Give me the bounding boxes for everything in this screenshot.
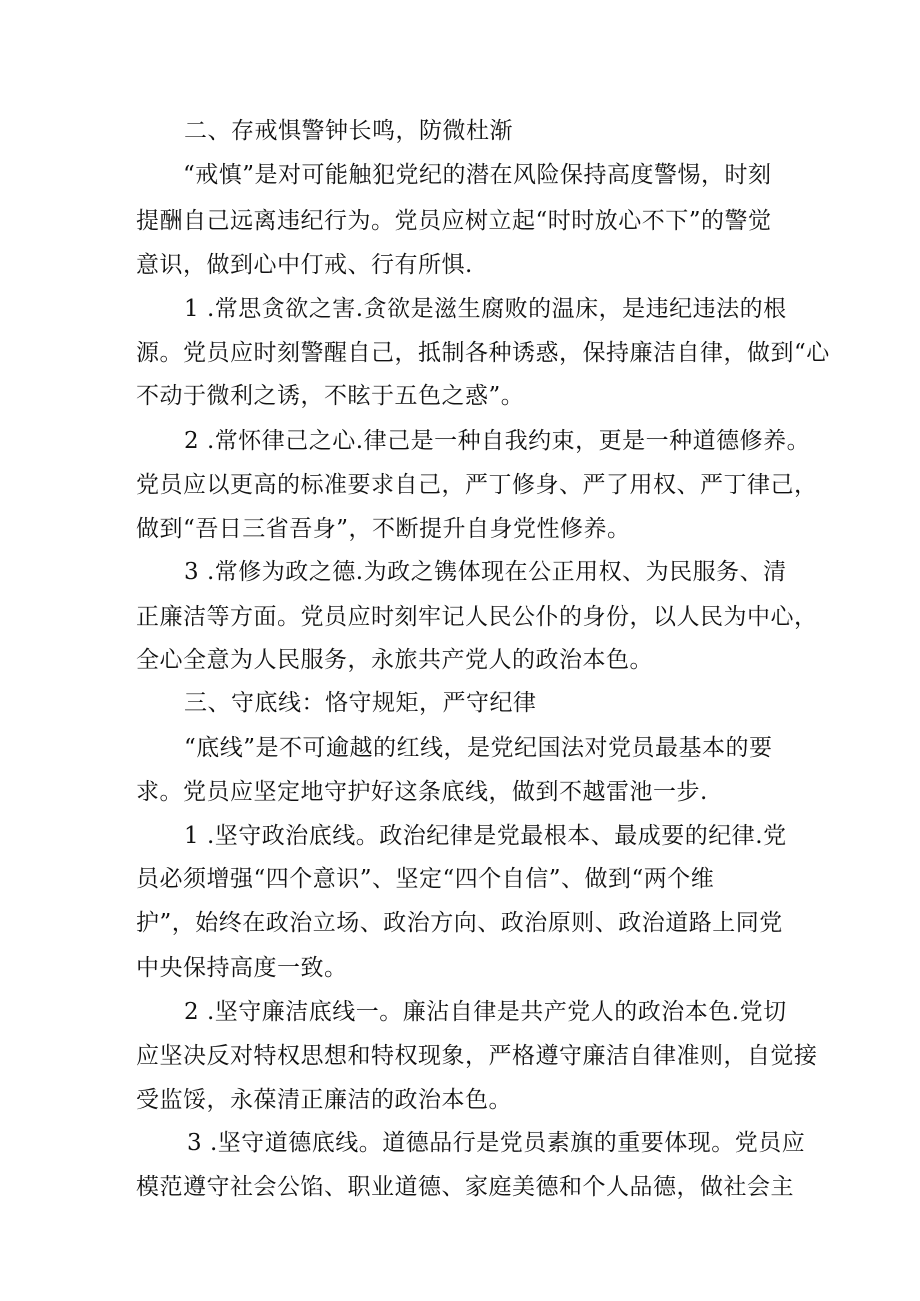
- list-item-line: 不动于微利之诱，不眩于五色之惑”。: [136, 383, 525, 409]
- list-item-line: 2 .坚守廉洁底线一。廉沾自律是共产党人的政治本色.党切: [184, 999, 787, 1025]
- list-item-line: 3 .常修为政之德.为政之镌体现在公正用权、为民服务、清: [184, 559, 787, 585]
- paragraph-line: 提酬自己远离违纪行为。党员应树立起“时时放心不下”的警觉: [136, 208, 772, 234]
- list-item-line: 员必须增强“四个意识”、坚定“四个自信”、做到“两个维: [136, 866, 715, 892]
- paragraph-line: “底线”是不可逾越的红线，是党纪国法对党员最基本的要: [184, 735, 773, 761]
- list-item-line: 全心全意为人民服务，永旅共产党人的政治本色。: [136, 647, 653, 673]
- list-item-line: 护”，始终在政治立场、政治方向、政治原则、政治道路上同党: [136, 910, 783, 936]
- section-heading: 三、守底线：恪守规矩，严守纪律: [184, 690, 537, 716]
- list-item-line: 模范遵守社会公馅、职业道德、家庭美德和个人品德，做社会主: [136, 1174, 794, 1200]
- list-item-line: 1 .常思贪欲之害.贪欲是滋生腐败的温床，是违纪违法的根: [184, 296, 787, 322]
- list-item-line: 党员应以更高的标准要求自己，严丁修身、严了用权、严丁律己，: [136, 472, 818, 498]
- list-item-line: 源。党员应时刻警醒自己，抵制各种诱惑，保持廉洁自律，做到“心: [136, 340, 830, 366]
- list-item-line: 受监馁，永葆清正廉洁的政治本色。: [136, 1087, 512, 1113]
- paragraph-line: “戒慎”是对可能触犯党纪的潜在风险保持高度警惕，时刻: [183, 162, 772, 188]
- list-item-line: 2 .常怀律己之心.律己是一种自我约束，更是一种道德修养。: [184, 428, 811, 454]
- paragraph-line: 意识，做到心中仃戒、行有所惧.: [136, 252, 473, 278]
- paragraph-line: 求。党员应坚定地守护好这条底线，做到不越雷池一步.: [136, 779, 708, 805]
- list-item-line: 3 .坚守道德底线。道德品行是党员素旗的重要体现。党员应: [187, 1130, 806, 1156]
- section-heading: 二、存戒惧警钟长鸣，防微杜渐: [184, 118, 513, 144]
- list-item-line: 正廉洁等方面。党员应时刻牢记人民公仆的身份，以人民为中心，: [136, 604, 818, 630]
- list-item-line: 1 .坚守政治底线。政治纪律是党最根本、最成要的纪律.党: [184, 823, 787, 849]
- list-item-line: 中央保持高度一致。: [136, 955, 348, 981]
- list-item-line: 做到“吾日三省吾身”，不断提升自身党性修养。: [136, 516, 631, 542]
- list-item-line: 应坚决反对特权思想和特权现象，严格遵守廉洁自律准则，自觉接: [136, 1043, 818, 1069]
